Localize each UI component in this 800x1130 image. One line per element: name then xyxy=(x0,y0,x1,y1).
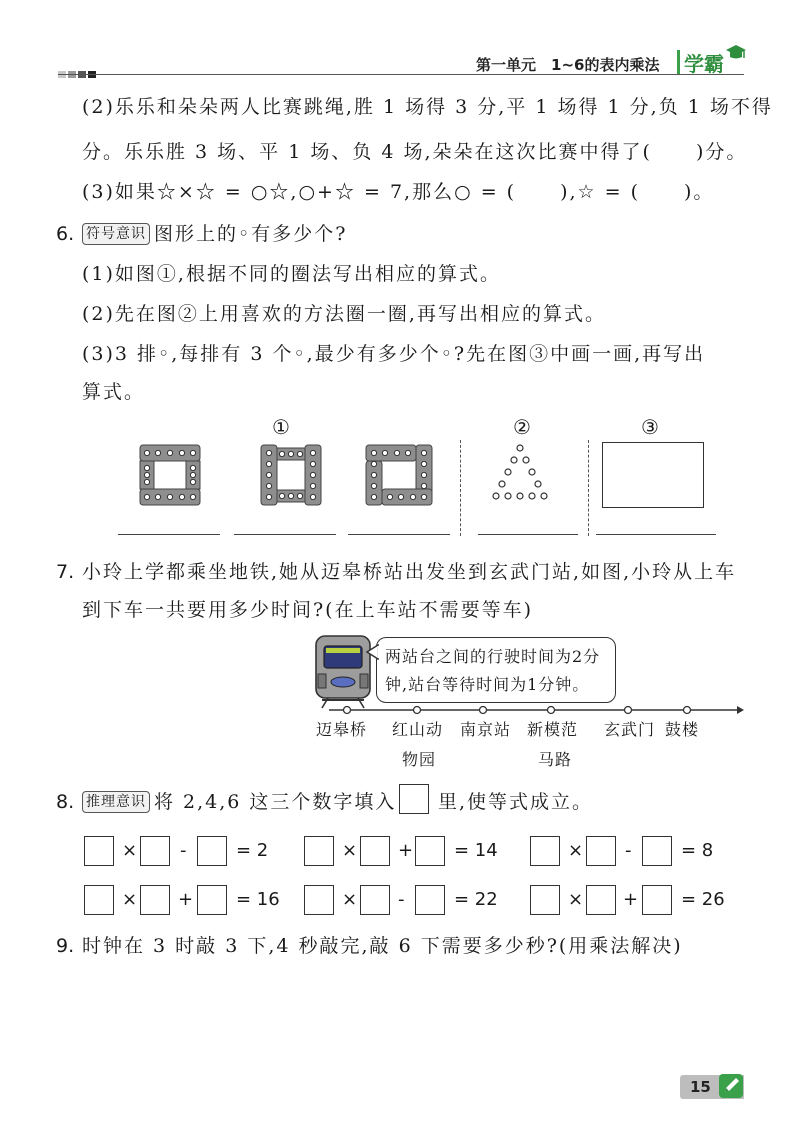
page-number: 15 xyxy=(690,1078,711,1096)
q8-example-box xyxy=(399,784,429,814)
q8-title-line xyxy=(82,790,396,814)
figure1-dot-squares xyxy=(130,440,440,510)
q5-part3 xyxy=(82,180,714,204)
operator: × xyxy=(342,889,358,910)
equation-result: = 8 xyxy=(681,840,714,861)
header-brand: 学霸 xyxy=(684,52,724,76)
equation-box[interactable] xyxy=(415,836,445,866)
station-xinmofan: 新模范 xyxy=(527,720,579,739)
q5-part2-line1: (2)乐乐和朵朵两人比赛跳绳,胜 1 场得 3 分,平 1 场得 1 分,负 1 场不得 xyxy=(82,96,773,118)
operator: + xyxy=(623,889,639,910)
figure3-answer-line[interactable] xyxy=(596,534,716,535)
operator: × xyxy=(122,889,138,910)
header-brand-divider xyxy=(677,50,680,74)
operator: × xyxy=(342,840,358,861)
figure3-drawing-box[interactable] xyxy=(602,442,704,508)
q5-part2-line2 xyxy=(82,140,747,164)
q6-number: 6. xyxy=(56,223,75,245)
operator: - xyxy=(398,889,405,910)
equation-box[interactable] xyxy=(530,836,560,866)
operator: - xyxy=(625,840,632,861)
q9-answer-area[interactable] xyxy=(82,970,742,1060)
station-maigaoqiao: 迈皋桥 xyxy=(316,720,368,739)
q7-line1: 小玲上学都乘坐地铁,她从迈皋桥站出发坐到玄武门站,如图,小玲从上车 xyxy=(82,561,737,583)
station-nanjing: 南京站 xyxy=(460,720,512,739)
q8-title-b: 里,使等式成立。 xyxy=(438,791,594,813)
figure2-answer-line[interactable] xyxy=(478,534,578,535)
square-a-circled-rows-cols xyxy=(140,445,200,505)
operator: × xyxy=(568,840,584,861)
figure2-label: ② xyxy=(513,415,531,439)
equation-box[interactable] xyxy=(84,885,114,915)
operator: × xyxy=(568,889,584,910)
equation-box[interactable] xyxy=(304,836,334,866)
equation-result: = 22 xyxy=(454,889,498,910)
q8-title-a: 将 2,4,6 这三个数字填入 xyxy=(154,791,397,813)
equation-box[interactable] xyxy=(84,836,114,866)
q5-part3-text-b: ),☆ = ( xyxy=(560,181,640,203)
square-b-circled-cols-rows xyxy=(261,445,321,505)
equation-box[interactable] xyxy=(197,836,227,866)
header-squares xyxy=(58,63,98,82)
figure-divider-1 xyxy=(460,440,461,536)
q6-part1: (1)如图①,根据不同的圈法写出相应的算式。 xyxy=(82,263,501,285)
equation-box[interactable] xyxy=(360,836,390,866)
q7-speech-bubble xyxy=(376,637,616,703)
equation-box[interactable] xyxy=(304,885,334,915)
subway-train-icon xyxy=(312,634,374,710)
q9-text: 时钟在 3 时敲 3 下,4 秒敲完,敲 6 下需要多少秒?(用乘法解决) xyxy=(82,935,683,957)
q5-part2-text-a: 分。乐乐胜 3 场、平 1 场、负 4 场,朵朵在这次比赛中得了( xyxy=(82,141,652,163)
q5-part3-text-c: )。 xyxy=(683,181,715,203)
header-unit-title: 第一单元 1~6的表内乘法 xyxy=(476,56,660,74)
q9-number: 9. xyxy=(56,935,75,957)
station-xinmofan-line2: 马路 xyxy=(538,750,573,769)
equation-box[interactable] xyxy=(642,836,672,866)
q7-bubble-line2: 钟,站台等待时间为1分钟。 xyxy=(385,675,590,694)
q6-part3-line2: 算式。 xyxy=(82,381,146,403)
figure-divider-2 xyxy=(588,440,589,536)
equation-box[interactable] xyxy=(586,885,616,915)
equation-box[interactable] xyxy=(530,885,560,915)
equation-result: = 26 xyxy=(681,889,725,910)
station-xuanwumen: 玄武门 xyxy=(604,720,656,739)
equation-result: = 2 xyxy=(236,840,269,861)
pencil-icon xyxy=(717,1072,745,1100)
q7-number: 7. xyxy=(56,561,75,583)
equation-box[interactable] xyxy=(586,836,616,866)
equation-box[interactable] xyxy=(140,836,170,866)
speech-bubble-tail xyxy=(366,644,380,660)
equation-box[interactable] xyxy=(140,885,170,915)
figure2-dot-triangle xyxy=(475,440,575,510)
figure1-answer-line-b[interactable] xyxy=(234,534,336,535)
q6-tag: 符号意识 xyxy=(82,223,150,245)
figure1-answer-line-c[interactable] xyxy=(348,534,450,535)
station-hongshan-zoo: 红山动 xyxy=(392,720,444,739)
figure3-label: ③ xyxy=(641,415,659,439)
operator: × xyxy=(122,840,138,861)
q6-title-line xyxy=(82,222,347,246)
q6-part2: (2)先在图②上用喜欢的方法圈一圈,再写出相应的算式。 xyxy=(82,303,606,325)
q5-part3-text-a: (3)如果☆×☆ = ○☆,○+☆ = 7,那么○ = ( xyxy=(82,181,517,203)
equation-box[interactable] xyxy=(642,885,672,915)
subway-line xyxy=(325,702,745,718)
q7-bubble-line1: 两站台之间的行驶时间为2分 xyxy=(385,647,601,666)
station-gulou: 鼓楼 xyxy=(665,720,700,739)
q6-part3-line1: (3)3 排◦,每排有 3 个◦,最少有多少个◦?先在图③中画一画,再写出 xyxy=(82,343,706,365)
figure1-label: ① xyxy=(272,415,290,439)
operator: - xyxy=(180,840,187,861)
q7-line2: 到下车一共要用多少时间?(在上车站不需要等车) xyxy=(82,599,534,621)
figure1-answer-line-a[interactable] xyxy=(118,534,220,535)
equation-box[interactable] xyxy=(415,885,445,915)
equation-box[interactable] xyxy=(197,885,227,915)
q8-tag: 推理意识 xyxy=(82,791,150,813)
q6-title: 图形上的◦有多少个? xyxy=(154,223,348,245)
equation-result: = 16 xyxy=(236,889,280,910)
equation-box[interactable] xyxy=(360,885,390,915)
operator: + xyxy=(398,840,414,861)
equation-result: = 14 xyxy=(454,840,498,861)
square-c-circled-pinwheel xyxy=(366,445,432,505)
operator: + xyxy=(178,889,194,910)
graduation-cap-icon xyxy=(724,42,746,64)
q8-number: 8. xyxy=(56,791,75,813)
station-hongshan-zoo-line2: 物园 xyxy=(402,750,437,769)
q5-part2-text-b: )分。 xyxy=(695,141,748,163)
